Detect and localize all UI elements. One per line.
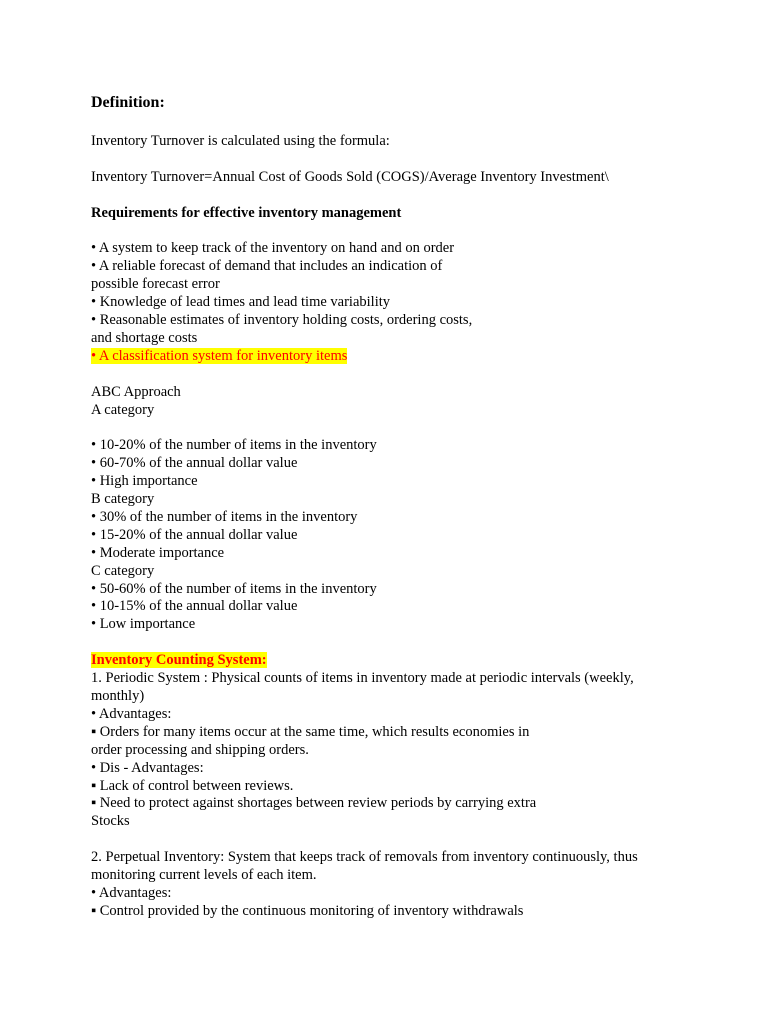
periodic-line: • Advantages: [91, 705, 172, 722]
b-category-item: • 30% of the number of items in the inventory [91, 508, 358, 525]
requirements-heading: Requirements for effective inventory management [91, 204, 402, 221]
periodic-system-intro: 1. Periodic System : Physical counts of items in inventory made at periodic intervals (weekly, monthly) [91, 670, 634, 704]
b-category-label: B category [91, 491, 155, 508]
perpetual-line: • Advantages: [91, 884, 172, 901]
highlighted-requirement: • A classification system for inventory items [91, 347, 348, 364]
a-category-item: • High importance [91, 473, 198, 490]
periodic-line: Stocks [91, 813, 130, 830]
periodic-line: • Dis - Advantages: [91, 759, 204, 776]
requirement-line: possible forecast error [91, 276, 220, 293]
c-category-item: • 50-60% of the number of items in the inventory [91, 580, 377, 597]
c-category-item: • 10-15% of the annual dollar value [91, 598, 298, 615]
requirement-line: • Reasonable estimates of inventory holding costs, ordering costs, [91, 312, 473, 329]
requirement-line: and shortage costs [91, 329, 198, 346]
periodic-line: ▪ Need to protect against shortages between review periods by carrying extra [91, 795, 537, 812]
b-category-item: • Moderate importance [91, 544, 225, 561]
requirement-line: • A system to keep track of the inventory on hand and on order [91, 240, 455, 257]
perpetual-inventory-intro: 2. Perpetual Inventory: System that keeps track of removals from inventory continuously, thus monitoring current levels of each item. [91, 849, 638, 884]
a-category-item: • 10-20% of the number of items in the inventory [91, 437, 377, 454]
periodic-line: order processing and shipping orders. [91, 741, 309, 758]
definition-intro: Inventory Turnover is calculated using the formula: [91, 133, 390, 149]
periodic-line: ▪ Orders for many items occur at the same time, which results economies in [91, 723, 530, 740]
a-category-label: A category [91, 401, 155, 418]
b-category-item: • 15-20% of the annual dollar value [91, 526, 298, 543]
definition-formula: Inventory Turnover=Annual Cost of Goods Sold (COGS)/Average Inventory Investment\ [91, 168, 609, 185]
definition-heading: Definition: [91, 94, 165, 111]
abc-title: ABC Approach [91, 383, 181, 400]
c-category-label: C category [91, 562, 155, 579]
requirement-line: • A reliable forecast of demand that includes an indication of [91, 258, 443, 275]
perpetual-line: ▪ Control provided by the continuous monitoring of inventory withdrawals [91, 902, 524, 919]
c-category-item: • Low importance [91, 616, 196, 633]
counting-system-heading: Inventory Counting System: [91, 652, 267, 669]
document-page [91, 94, 691, 921]
requirement-line: • Knowledge of lead times and lead time variability [91, 294, 391, 311]
a-category-item: • 60-70% of the annual dollar value [91, 455, 298, 472]
periodic-line: ▪ Lack of control between reviews. [91, 777, 294, 794]
